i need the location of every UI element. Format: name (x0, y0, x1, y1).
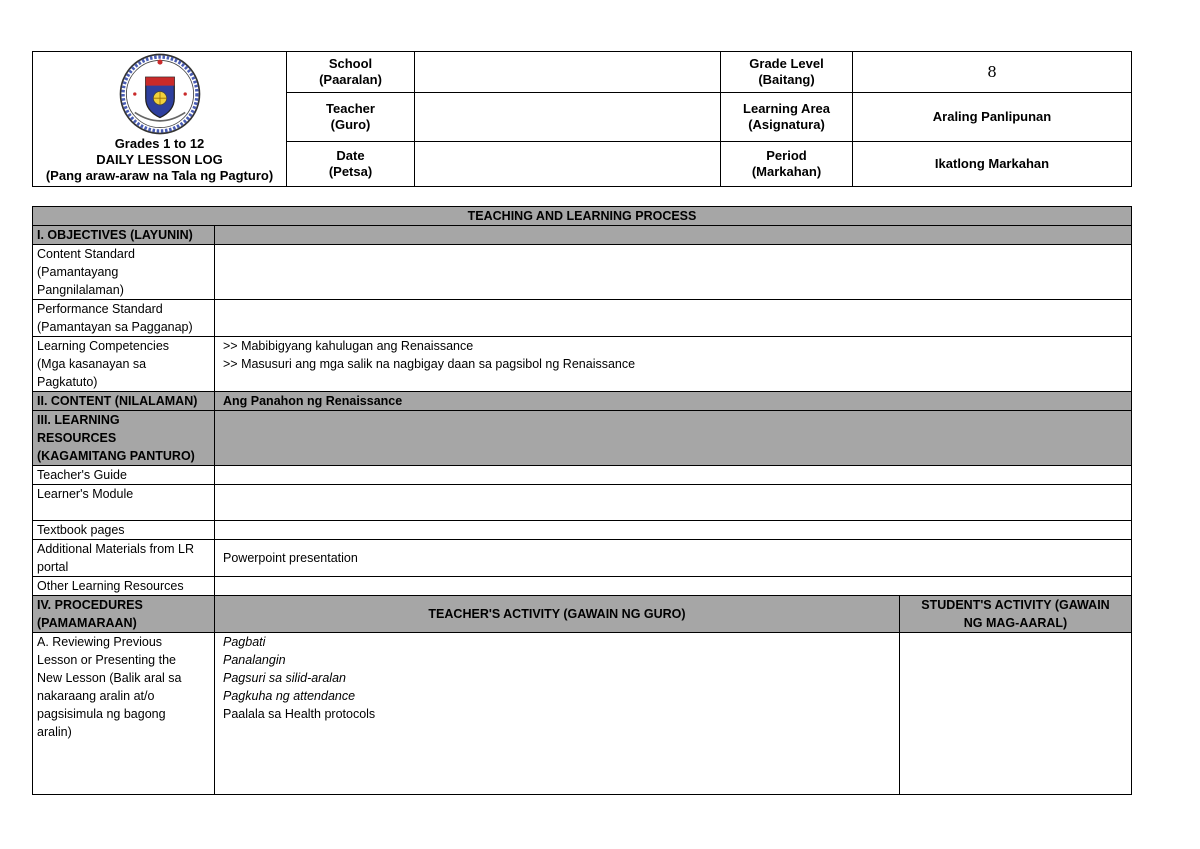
content-heading: II. CONTENT (NILALAMAN) (33, 392, 215, 411)
teacher-value-field[interactable] (415, 93, 721, 142)
performance-standard-label-line: Performance Standard (37, 302, 163, 316)
daily-lesson-log-title (46, 136, 273, 186)
learning-resources-heading-line: RESOURCES (37, 431, 117, 445)
period-value-field[interactable]: Ikatlong Markahan (853, 142, 1132, 187)
period-label-en: Period (766, 148, 807, 163)
org-line-subtitle: (Pang araw-araw na Tala ng Pagturo) (45, 168, 274, 183)
review-activity-item: Pagbati (223, 635, 266, 649)
teaching-learning-process-title: TEACHING AND LEARNING PROCESS (33, 207, 1132, 226)
review-activity-item: Panalangin (223, 653, 286, 667)
learning-competencies-label-line: (Mga kasanayan sa (37, 357, 147, 371)
content-value: Ang Panahon ng Renaissance (215, 392, 1132, 411)
additional-materials-value[interactable]: Powerpoint presentation (215, 540, 1132, 577)
review-lesson-label-line: aralin) (37, 725, 72, 739)
student-activity-heading (900, 596, 1132, 633)
school-label-fil: (Paaralan) (319, 72, 382, 87)
learning-area-value-field[interactable]: Araling Panlipunan (853, 93, 1132, 142)
date-label-fil: (Petsa) (328, 164, 373, 179)
teacher-activity-heading: TEACHER'S ACTIVITY (GAWAIN NG GURO) (215, 596, 900, 633)
additional-materials-label (33, 540, 215, 577)
review-teacher-activity[interactable] (215, 633, 900, 795)
learning-resources-heading-fill (215, 411, 1132, 466)
learning-competencies-label-line: Pagkatuto) (37, 375, 98, 389)
teaching-learning-process-table (32, 206, 1132, 795)
learners-module-label: Learner's Module (33, 485, 215, 521)
lesson-log-header-table (32, 51, 1132, 187)
student-activity-heading-line: STUDENT'S ACTIVITY (GAWAIN (921, 598, 1110, 612)
learning-area-label-fil: (Asignatura) (748, 117, 825, 132)
org-line-title: DAILY LESSON LOG (96, 152, 223, 167)
other-resources-label: Other Learning Resources (33, 577, 215, 596)
school-label-en: School (328, 56, 373, 71)
textbook-pages-label: Textbook pages (33, 521, 215, 540)
learning-resources-heading (33, 411, 215, 466)
additional-materials-label-line: portal (37, 560, 69, 574)
school-label (287, 52, 415, 93)
deped-seal-icon (117, 52, 203, 136)
teachers-guide-label: Teacher's Guide (33, 466, 215, 485)
period-label-fil: (Markahan) (751, 164, 822, 179)
textbook-pages-value[interactable] (215, 521, 1132, 540)
teacher-label (287, 93, 415, 142)
performance-standard-label-line: (Pamantayan sa Pagganap) (37, 320, 193, 334)
grade-level-label-fil: (Baitang) (758, 72, 815, 87)
review-activity-item: Pagsuri sa silid-aralan (223, 671, 346, 685)
learners-module-value[interactable] (215, 485, 1132, 521)
review-lesson-label-line: A. Reviewing Previous (37, 635, 163, 649)
review-lesson-label-line: New Lesson (Balik aral sa (37, 671, 182, 685)
period-label (721, 142, 853, 187)
teacher-label-fil: (Guro) (330, 117, 371, 132)
review-lesson-label-line: Lesson or Presenting the (37, 653, 176, 667)
review-lesson-label-line: pagsisimula ng bagong (37, 707, 166, 721)
review-lesson-label-line: nakaraang aralin at/o (37, 689, 155, 703)
date-label (287, 142, 415, 187)
procedures-heading (33, 596, 215, 633)
procedures-heading-line: IV. PROCEDURES (37, 598, 143, 612)
review-student-activity[interactable] (900, 633, 1132, 795)
learning-competencies-value[interactable] (215, 337, 1132, 392)
objectives-heading: I. OBJECTIVES (LAYUNIN) (33, 226, 215, 245)
grade-level-value-field[interactable]: 8 (853, 52, 1132, 93)
performance-standard-value[interactable] (215, 300, 1132, 337)
content-standard-label-line: (Pamantayang (37, 265, 119, 279)
additional-materials-label-line: Additional Materials from LR (37, 542, 195, 556)
procedures-heading-line: (PAMAMARAAN) (37, 616, 137, 630)
learning-area-label (721, 93, 853, 142)
learning-resources-heading-line: III. LEARNING (37, 413, 120, 427)
learning-competencies-label (33, 337, 215, 392)
performance-standard-label (33, 300, 215, 337)
review-activity-item: Paalala sa Health protocols (223, 707, 376, 721)
content-standard-label-line: Content Standard (37, 247, 135, 261)
content-standard-label (33, 245, 215, 300)
content-standard-value[interactable] (215, 245, 1132, 300)
learning-competency-item: >> Mabibigyang kahulugan ang Renaissance (223, 339, 474, 353)
grade-level-label (721, 52, 853, 93)
learning-area-label-en: Learning Area (743, 101, 830, 116)
learning-resources-heading-line: (KAGAMITANG PANTURO) (37, 449, 195, 463)
deped-logo-cell (33, 52, 287, 187)
date-label-en: Date (336, 148, 365, 163)
org-line-grades: Grades 1 to 12 (114, 136, 205, 151)
review-lesson-label (33, 633, 215, 795)
grade-level-label-en: Grade Level (749, 56, 824, 71)
other-resources-value[interactable] (215, 577, 1132, 596)
learning-competency-item: >> Masusuri ang mga salik na nagbigay daan sa pagsibol ng Renaissance (223, 357, 636, 371)
learning-competencies-label-line: Learning Competencies (37, 339, 170, 353)
student-activity-heading-line: NG MAG-AARAL) (963, 616, 1068, 630)
teachers-guide-value[interactable] (215, 466, 1132, 485)
date-value-field[interactable] (415, 142, 721, 187)
objectives-heading-fill (215, 226, 1132, 245)
review-activity-item: Pagkuha ng attendance (223, 689, 356, 703)
school-value-field[interactable] (415, 52, 721, 93)
content-standard-label-line: Pangnilalaman) (37, 283, 124, 297)
teacher-label-en: Teacher (326, 101, 375, 116)
